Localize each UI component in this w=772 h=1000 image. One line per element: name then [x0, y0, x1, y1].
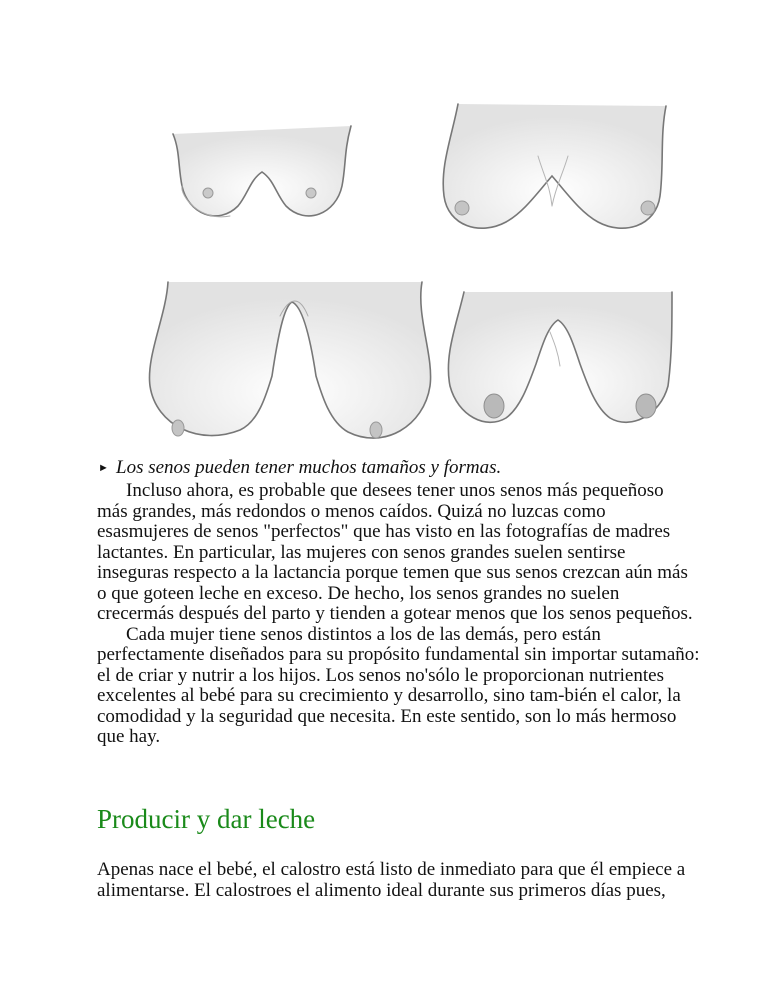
text-line: esasmujeres de senos "perfectos" que has visto en las fotografías de madres — [97, 521, 671, 542]
text-line: el de criar y nutrir a los hijos. Los senos no'sólo le proporcionan nutrientes — [97, 664, 664, 686]
text-line: crecermás después del parto y tienden a gotear menos que los senos pequeños. — [97, 603, 693, 624]
paragraph — [97, 860, 697, 901]
figure-caption — [98, 457, 698, 479]
breast-drawing-wide — [443, 104, 666, 228]
text-line: perfectamente diseñados para su propósito fundamental sin importar sutamaño: — [97, 644, 700, 665]
text-line: excelentes al bebé para su crecimiento y desarrollo, sino tam-bién el calor, la — [97, 685, 681, 706]
text-line: Cada mujer tiene senos distintos a los de las demás, pero están — [126, 623, 601, 645]
breast-drawing-large — [149, 282, 430, 438]
triangle-bullet-icon: ► — [98, 462, 109, 474]
text-line: lactantes. En particular, las mujeres con senos grandes suelen sentirse — [97, 541, 626, 563]
section-heading: Producir y dar leche — [97, 804, 316, 834]
text-line: comodidad y la seguridad que necesita. En este sentido, son lo más hermoso — [97, 705, 677, 727]
caption-text: Los senos pueden tener muchos tamaños y formas. — [116, 457, 502, 478]
text-line: Apenas nace el bebé, el calostro está listo de inmediato para que él empiece a — [97, 859, 686, 880]
section-body — [97, 860, 697, 901]
text-line: más grandes, más redondos o menos caídos. Quizá no luzcas como — [97, 500, 606, 522]
paragraph — [97, 481, 697, 625]
text-line: Incluso ahora, es probable que desees tener unos senos más pequeñoso — [126, 480, 664, 501]
text-line: inseguras respecto a la lactancia porque temen que sus senos crezcan aún más — [97, 562, 688, 583]
text-line: o que goteen leche en exceso. De hecho, los senos grandes no suelen — [97, 582, 620, 604]
text-line: alimentarse. El calostroes el alimento ideal durante sus primeros días pues, — [97, 879, 666, 901]
breast-shapes-illustration — [140, 96, 688, 454]
breast-drawing-conical — [448, 292, 672, 422]
breast-drawing-small — [173, 126, 351, 217]
body-text — [97, 480, 700, 748]
text-line: que hay. — [97, 726, 161, 747]
paragraph — [97, 623, 700, 748]
